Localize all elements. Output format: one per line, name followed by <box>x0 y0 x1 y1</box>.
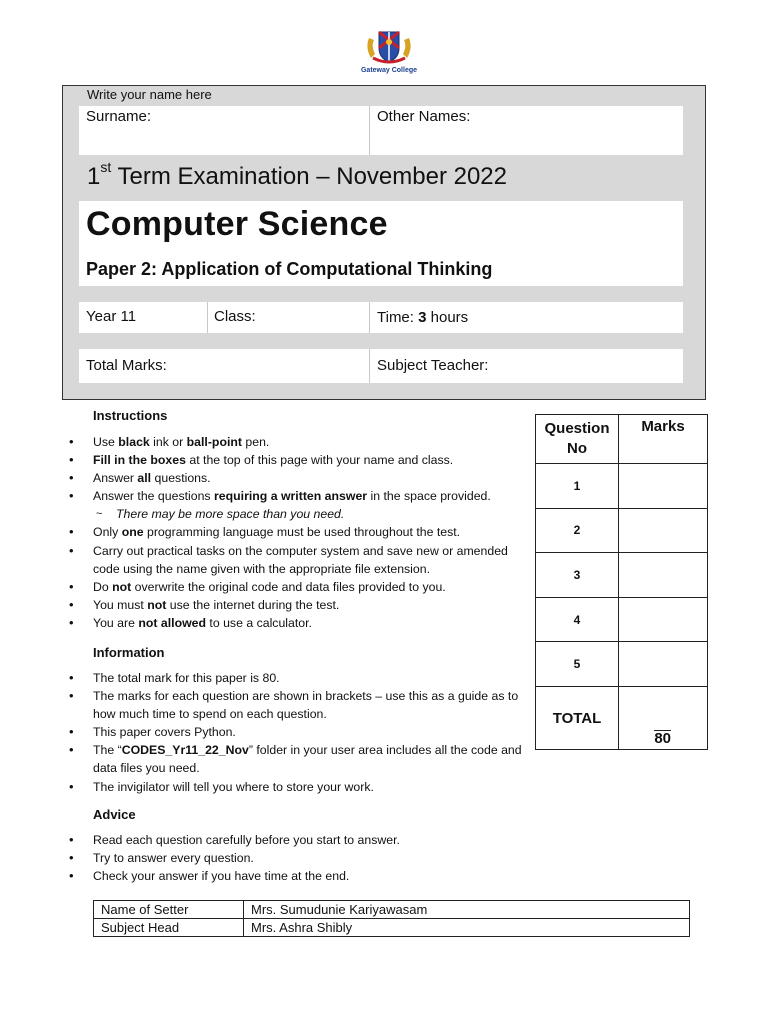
total-cell[interactable] <box>619 686 708 749</box>
list-item: • The marks for each question are shown in brackets – use this as a guide as to how much time to spend on each question. <box>66 687 526 723</box>
question-no-header: Question No <box>536 415 619 464</box>
paper-title: Paper 2: Application of Computational Thinking <box>86 259 493 279</box>
total-label: TOTAL <box>536 686 619 749</box>
exam-title: 1st Term Examination – November 2022 <box>87 159 508 190</box>
list-item: • You must not use the internet during the test. <box>66 596 526 614</box>
time-value: Time: 3 hours <box>377 309 469 326</box>
subject-teacher-field[interactable]: Subject Teacher: <box>377 357 489 374</box>
list-item: • The total mark for this paper is 80. <box>66 669 526 687</box>
name-row <box>79 106 683 155</box>
marks-cell[interactable] <box>619 464 708 509</box>
table-row <box>94 901 690 919</box>
surname-field[interactable]: Surname: <box>86 108 152 125</box>
write-name-label: Write your name here <box>87 87 212 102</box>
subject-title: Computer Science <box>86 205 388 243</box>
list-item: • Read each question carefully before you start to answer. <box>66 831 526 849</box>
marks-cell[interactable] <box>619 642 708 687</box>
list-item: • You are not allowed to use a calculator. <box>66 614 526 632</box>
list-item: • Do not overwrite the original code and data files provided to you. <box>66 578 526 596</box>
year-value: Year 11 <box>86 308 137 325</box>
list-item: • The “CODES_Yr11_22_Nov” folder in your user area includes all the code and data files you need. <box>66 741 526 777</box>
table-row <box>536 642 708 687</box>
list-item: • Check your answer if you have time at the end. <box>66 867 526 885</box>
marks-cell[interactable] <box>619 597 708 642</box>
question-number: 2 <box>536 508 619 553</box>
marks-cell[interactable] <box>619 508 708 553</box>
question-number: 5 <box>536 642 619 687</box>
setter-key: Name of Setter <box>94 901 244 919</box>
setter-value: Mrs. Sumudunie Kariyawasam <box>244 901 690 919</box>
question-number: 3 <box>536 553 619 598</box>
list-item: ~ There may be more space than you need. <box>66 505 526 523</box>
other-names-field[interactable]: Other Names: <box>377 108 471 125</box>
list-item: • Carry out practical tasks on the computer system and save new or amended code using the name given with the appropriate file extension. <box>66 542 526 578</box>
advice-list <box>66 831 526 885</box>
marks-cell[interactable] <box>619 553 708 598</box>
setter-table <box>93 900 690 937</box>
instructions-heading: Instructions <box>93 408 168 423</box>
crest-icon <box>365 28 413 66</box>
advice-heading: Advice <box>93 807 136 822</box>
total-marks-field[interactable]: Total Marks: <box>86 357 167 374</box>
table-row <box>536 553 708 598</box>
subject-block <box>79 201 683 286</box>
list-item: • This paper covers Python. <box>66 723 526 741</box>
list-item: • Try to answer every question. <box>66 849 526 867</box>
college-name: Gateway College <box>360 67 418 74</box>
table-row <box>536 464 708 509</box>
information-list <box>66 669 526 796</box>
marks-teacher-row <box>79 349 683 383</box>
setter-value: Mrs. Ashra Shibly <box>244 919 690 937</box>
class-field[interactable]: Class: <box>214 308 256 325</box>
list-item: • Fill in the boxes at the top of this page with your name and class. <box>66 451 526 469</box>
question-number: 4 <box>536 597 619 642</box>
list-item: • Only one programming language must be used throughout the test. <box>66 523 526 541</box>
instructions-list <box>66 433 526 632</box>
table-row <box>536 597 708 642</box>
exam-header-box <box>62 85 706 400</box>
list-item: • Use black ink or ball-point pen. <box>66 433 526 451</box>
list-item: • Answer the questions requiring a written answer in the space provided. <box>66 487 526 505</box>
question-number: 1 <box>536 464 619 509</box>
table-row <box>536 508 708 553</box>
list-item: • Answer all questions. <box>66 469 526 487</box>
marks-header: Marks <box>619 415 708 464</box>
setter-key: Subject Head <box>94 919 244 937</box>
marks-table <box>535 414 708 750</box>
year-class-time-row <box>79 302 683 333</box>
total-max-marks: 80 <box>654 729 671 747</box>
list-item: • The invigilator will tell you where to store your work. <box>66 778 526 796</box>
table-row <box>94 919 690 937</box>
college-logo <box>356 28 422 78</box>
information-heading: Information <box>93 645 165 660</box>
